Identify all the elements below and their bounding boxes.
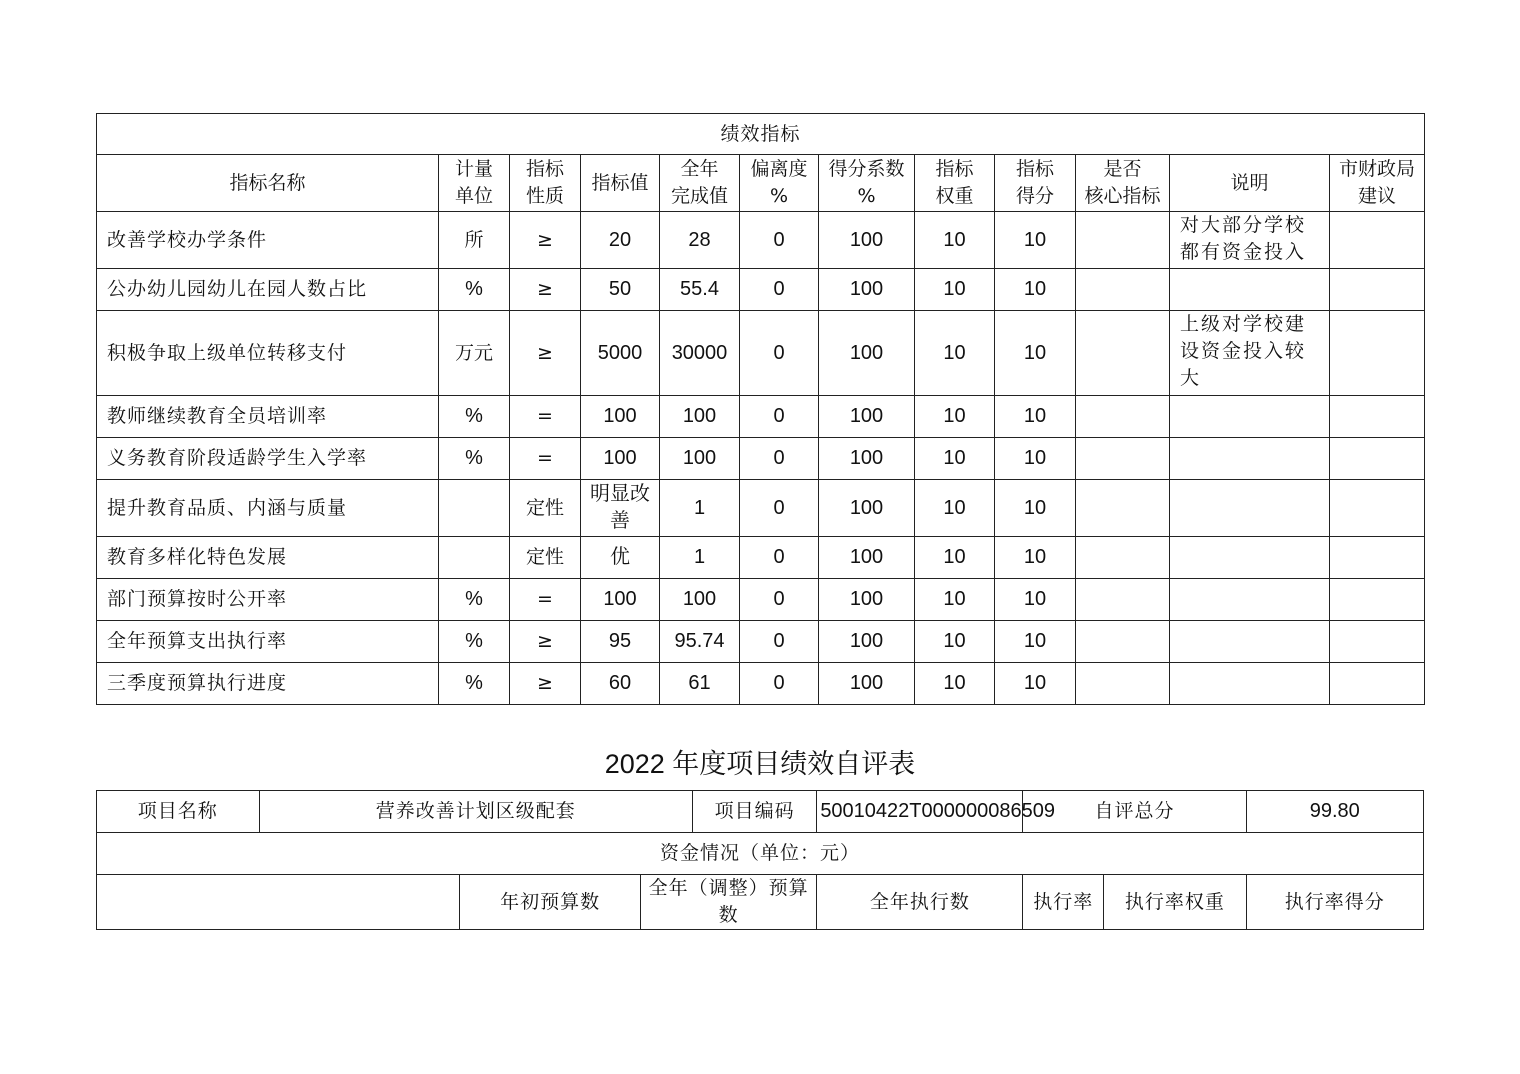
fund-col-adjusted-budget: 全年（调整）预算数 [640, 875, 816, 930]
cell-weight: 10 [915, 212, 995, 269]
cell-completed: 95.74 [660, 621, 740, 663]
cell-weight: 10 [915, 579, 995, 621]
col-header-weight: 指标 权重 [915, 155, 995, 212]
table-row [97, 269, 1425, 311]
fund-col-executed: 全年执行数 [817, 875, 1023, 930]
cell-score: 10 [995, 438, 1076, 480]
cell-name: 积极争取上级单位转移支付 [97, 311, 439, 396]
project-self-evaluation-table [96, 790, 1424, 930]
fund-columns-row [97, 875, 1424, 930]
cell-nature: ≥ [510, 621, 581, 663]
cell-core [1076, 311, 1170, 396]
cell-unit [439, 480, 510, 537]
cell-score: 10 [995, 480, 1076, 537]
cell-advice [1330, 579, 1425, 621]
cell-value: 100 [581, 396, 660, 438]
cell-advice [1330, 621, 1425, 663]
cell-unit: 万元 [439, 311, 510, 396]
cell-completed: 28 [660, 212, 740, 269]
cell-name: 改善学校办学条件 [97, 212, 439, 269]
col-header-completed: 全年 完成值 [660, 155, 740, 212]
cell-score: 10 [995, 269, 1076, 311]
cell-weight: 10 [915, 269, 995, 311]
cell-value: 60 [581, 663, 660, 705]
cell-core [1076, 579, 1170, 621]
cell-note [1170, 537, 1330, 579]
table-row [97, 396, 1425, 438]
cell-weight: 10 [915, 537, 995, 579]
cell-nature: ≥ [510, 269, 581, 311]
cell-weight: 10 [915, 438, 995, 480]
cell-coef: 100 [819, 579, 915, 621]
cell-coef: 100 [819, 438, 915, 480]
cell-completed: 100 [660, 579, 740, 621]
cell-note: 对大部分学校都有资金投入 [1170, 212, 1330, 269]
cell-advice [1330, 537, 1425, 579]
cell-name: 提升教育品质、内涵与质量 [97, 480, 439, 537]
cell-deviation: 0 [740, 212, 819, 269]
section-title: 绩效指标 [97, 114, 1425, 155]
performance-indicator-table [96, 113, 1425, 705]
cell-deviation: 0 [740, 396, 819, 438]
cell-name: 教师继续教育全员培训率 [97, 396, 439, 438]
cell-completed: 100 [660, 438, 740, 480]
cell-coef: 100 [819, 480, 915, 537]
cell-value: 明显改善 [581, 480, 660, 537]
cell-coef: 100 [819, 537, 915, 579]
cell-name: 全年预算支出执行率 [97, 621, 439, 663]
total-score-label: 自评总分 [1023, 791, 1246, 833]
cell-weight: 10 [915, 663, 995, 705]
cell-weight: 10 [915, 480, 995, 537]
cell-score: 10 [995, 212, 1076, 269]
cell-nature: = [510, 438, 581, 480]
cell-unit: % [439, 438, 510, 480]
cell-score: 10 [995, 311, 1076, 396]
col-header-value: 指标值 [581, 155, 660, 212]
cell-advice [1330, 311, 1425, 396]
cell-coef: 100 [819, 269, 915, 311]
cell-coef: 100 [819, 621, 915, 663]
cell-unit: % [439, 621, 510, 663]
cell-coef: 100 [819, 396, 915, 438]
cell-note [1170, 579, 1330, 621]
cell-note [1170, 480, 1330, 537]
cell-core [1076, 269, 1170, 311]
cell-name: 教育多样化特色发展 [97, 537, 439, 579]
cell-weight: 10 [915, 396, 995, 438]
cell-core [1076, 396, 1170, 438]
fund-col-exec-rate: 执行率 [1023, 875, 1104, 930]
cell-value: 95 [581, 621, 660, 663]
cell-core [1076, 212, 1170, 269]
cell-value: 100 [581, 438, 660, 480]
cell-nature: 定性 [510, 480, 581, 537]
cell-coef: 100 [819, 212, 915, 269]
project-code-label: 项目编码 [693, 791, 817, 833]
cell-advice [1330, 396, 1425, 438]
table-row [97, 663, 1425, 705]
cell-name: 义务教育阶段适龄学生入学率 [97, 438, 439, 480]
cell-value: 50 [581, 269, 660, 311]
cell-core [1076, 480, 1170, 537]
cell-nature: = [510, 579, 581, 621]
cell-deviation: 0 [740, 579, 819, 621]
cell-score: 10 [995, 579, 1076, 621]
cell-core [1076, 621, 1170, 663]
cell-completed: 1 [660, 480, 740, 537]
col-header-core: 是否 核心指标 [1076, 155, 1170, 212]
cell-note [1170, 269, 1330, 311]
cell-score: 10 [995, 396, 1076, 438]
cell-advice [1330, 663, 1425, 705]
header-row [97, 155, 1425, 212]
cell-value: 20 [581, 212, 660, 269]
project-name-value: 营养改善计划区级配套 [259, 791, 692, 833]
project-table-title: 2022 年度项目绩效自评表 [604, 749, 916, 779]
project-info-row [97, 791, 1424, 833]
cell-name: 三季度预算执行进度 [97, 663, 439, 705]
project-name-label: 项目名称 [97, 791, 260, 833]
cell-weight: 10 [915, 621, 995, 663]
col-header-note: 说明 [1170, 155, 1330, 212]
cell-completed: 1 [660, 537, 740, 579]
cell-deviation: 0 [740, 311, 819, 396]
col-header-coef: 得分系数 % [819, 155, 915, 212]
cell-score: 10 [995, 537, 1076, 579]
fund-col-exec-score: 执行率得分 [1246, 875, 1424, 930]
cell-nature: 定性 [510, 537, 581, 579]
cell-core [1076, 663, 1170, 705]
cell-value: 优 [581, 537, 660, 579]
cell-nature: ≥ [510, 663, 581, 705]
cell-advice [1330, 212, 1425, 269]
table-row [97, 579, 1425, 621]
cell-name: 公办幼儿园幼儿在园人数占比 [97, 269, 439, 311]
cell-completed: 30000 [660, 311, 740, 396]
cell-unit: % [439, 269, 510, 311]
cell-deviation: 0 [740, 480, 819, 537]
project-code-value: 50010422T000000086509 [817, 791, 1023, 833]
cell-note [1170, 621, 1330, 663]
cell-advice [1330, 269, 1425, 311]
col-header-unit: 计量 单位 [439, 155, 510, 212]
cell-completed: 55.4 [660, 269, 740, 311]
cell-unit: % [439, 579, 510, 621]
cell-score: 10 [995, 663, 1076, 705]
cell-deviation: 0 [740, 269, 819, 311]
col-header-nature: 指标 性质 [510, 155, 581, 212]
cell-unit: % [439, 396, 510, 438]
col-header-advice: 市财政局 建议 [1330, 155, 1425, 212]
cell-note [1170, 438, 1330, 480]
table-row [97, 311, 1425, 396]
total-score-value: 99.80 [1246, 791, 1424, 833]
cell-completed: 61 [660, 663, 740, 705]
table-row [97, 438, 1425, 480]
fund-col-initial-budget: 年初预算数 [460, 875, 641, 930]
fund-col-exec-weight: 执行率权重 [1104, 875, 1246, 930]
cell-advice [1330, 438, 1425, 480]
cell-unit: % [439, 663, 510, 705]
cell-value: 5000 [581, 311, 660, 396]
table-row [97, 480, 1425, 537]
cell-note [1170, 663, 1330, 705]
fund-header: 资金情况（单位：元） [97, 833, 1424, 875]
col-header-score: 指标 得分 [995, 155, 1076, 212]
cell-coef: 100 [819, 311, 915, 396]
cell-completed: 100 [660, 396, 740, 438]
cell-weight: 10 [915, 311, 995, 396]
cell-score: 10 [995, 621, 1076, 663]
cell-core [1076, 438, 1170, 480]
cell-nature: = [510, 396, 581, 438]
cell-value: 100 [581, 579, 660, 621]
fund-blank-cell [97, 875, 460, 930]
cell-deviation: 0 [740, 537, 819, 579]
cell-core [1076, 537, 1170, 579]
cell-nature: ≥ [510, 212, 581, 269]
cell-note: 上级对学校建设资金投入较大 [1170, 311, 1330, 396]
table-row [97, 212, 1425, 269]
col-header-deviation: 偏离度 % [740, 155, 819, 212]
cell-deviation: 0 [740, 438, 819, 480]
cell-coef: 100 [819, 663, 915, 705]
table-row [97, 621, 1425, 663]
cell-name: 部门预算按时公开率 [97, 579, 439, 621]
cell-deviation: 0 [740, 621, 819, 663]
cell-nature: ≥ [510, 311, 581, 396]
cell-deviation: 0 [740, 663, 819, 705]
cell-unit: 所 [439, 212, 510, 269]
cell-advice [1330, 480, 1425, 537]
table-row [97, 537, 1425, 579]
cell-note [1170, 396, 1330, 438]
cell-unit [439, 537, 510, 579]
col-header-name: 指标名称 [97, 155, 439, 212]
